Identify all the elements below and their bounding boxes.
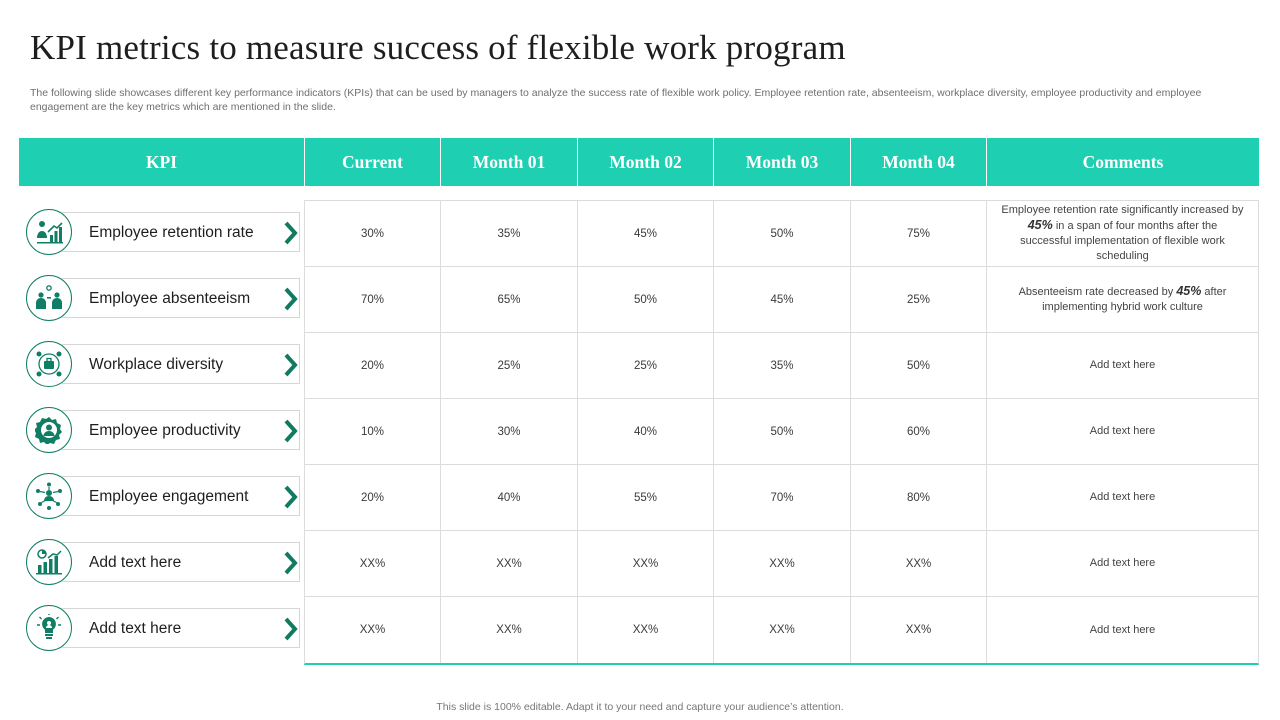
table-row xyxy=(305,201,1258,267)
kpi-label: Employee absenteeism xyxy=(89,290,251,307)
table-cell: XX% xyxy=(714,531,851,596)
bar-chart-icon xyxy=(26,539,72,585)
table-cell: 75% xyxy=(851,201,987,266)
idea-bulb-icon xyxy=(26,605,72,651)
comment-text-part: Add text here xyxy=(1089,491,1156,503)
header-kpi: KPI xyxy=(19,138,305,186)
comment-text-part: Absenteeism rate decreased by xyxy=(1018,286,1177,298)
comment-text xyxy=(1090,490,1155,505)
comment-text-part: Add text here xyxy=(1089,425,1156,437)
table-header xyxy=(19,138,1259,186)
kpi-label: Employee retention rate xyxy=(89,224,254,241)
kpi-item xyxy=(22,596,304,662)
slide-title: KPI metrics to measure success of flexible work program xyxy=(30,28,846,67)
comment-cell xyxy=(987,267,1258,332)
table-cell: XX% xyxy=(441,531,578,596)
table-cell: 50% xyxy=(851,333,987,398)
table-cell: 20% xyxy=(305,465,441,530)
table-cell: 25% xyxy=(441,333,578,398)
table-cell: 35% xyxy=(714,333,851,398)
header-month-02: Month 02 xyxy=(578,138,714,186)
table-cell: XX% xyxy=(578,531,714,596)
kpi-label: Add text here xyxy=(89,554,182,571)
table-cell: XX% xyxy=(305,597,441,663)
productivity-gear-icon xyxy=(26,407,72,453)
comment-highlight: 45% xyxy=(1176,284,1202,298)
comment-text-part: Employee retention rate significantly increased by xyxy=(1001,204,1244,216)
comment-text xyxy=(1001,203,1244,264)
table-row xyxy=(305,597,1258,663)
table-row xyxy=(305,531,1258,597)
comment-cell xyxy=(987,333,1258,398)
table-cell: 70% xyxy=(714,465,851,530)
table-cell: 50% xyxy=(714,399,851,464)
chevron-right-icon xyxy=(284,551,298,575)
comment-text-part: Add text here xyxy=(1089,557,1156,569)
table-row xyxy=(305,267,1258,333)
header-current: Current xyxy=(305,138,441,186)
diversity-icon xyxy=(26,341,72,387)
table-cell: 40% xyxy=(441,465,578,530)
kpi-label: Add text here xyxy=(89,620,182,637)
kpi-label: Workplace diversity xyxy=(89,356,224,373)
table-cell: XX% xyxy=(578,597,714,663)
comment-text xyxy=(1001,284,1244,315)
comment-cell xyxy=(987,399,1258,464)
comment-text xyxy=(1090,623,1155,638)
kpi-item xyxy=(22,200,304,266)
table-cell: 50% xyxy=(578,267,714,332)
comment-cell xyxy=(987,201,1258,266)
comment-text-part: after implementing hybrid work culture xyxy=(1042,286,1227,313)
slide-subtitle: The following slide showcases different key performance indicators (KPIs) that can be used by managers to analyze the success rate of flexible work policy. Employee retention rate, absenteeism, workplace diversity, employee productivity and employee engagement are the key metrics which are mentioned in the slide. xyxy=(30,87,1202,113)
table-cell: 65% xyxy=(441,267,578,332)
table-cell: 35% xyxy=(441,201,578,266)
table-cell: 50% xyxy=(714,201,851,266)
table-cell: XX% xyxy=(714,597,851,663)
comment-text xyxy=(1090,556,1155,571)
table-row xyxy=(305,465,1258,531)
table-cell: 10% xyxy=(305,399,441,464)
chevron-right-icon xyxy=(284,221,298,245)
comment-text xyxy=(1090,424,1155,439)
kpi-item xyxy=(22,530,304,596)
chevron-right-icon xyxy=(284,419,298,443)
header-month-03: Month 03 xyxy=(714,138,851,186)
header-month-01: Month 01 xyxy=(441,138,578,186)
table-cell: 60% xyxy=(851,399,987,464)
kpi-item xyxy=(22,464,304,530)
kpi-item xyxy=(22,266,304,332)
slide-footer: This slide is 100% editable. Adapt it to your need and capture your audience’s attention. xyxy=(436,701,844,713)
table-cell: XX% xyxy=(305,531,441,596)
table-cell: 20% xyxy=(305,333,441,398)
retention-chart-icon xyxy=(26,209,72,255)
header-month-04: Month 04 xyxy=(851,138,987,186)
chevron-right-icon xyxy=(284,353,298,377)
table-row xyxy=(305,333,1258,399)
table-row xyxy=(305,399,1258,465)
kpi-table xyxy=(304,200,1259,665)
comment-text xyxy=(1090,358,1155,373)
engagement-network-icon xyxy=(26,473,72,519)
table-cell: 30% xyxy=(441,399,578,464)
table-cell: 25% xyxy=(851,267,987,332)
table-cell: XX% xyxy=(441,597,578,663)
table-cell: 45% xyxy=(578,201,714,266)
comment-cell xyxy=(987,531,1258,596)
comment-text-part: in a span of four months after the successful implementation of flexible work scheduling xyxy=(1020,220,1225,262)
comment-text-part: Add text here xyxy=(1089,623,1156,636)
table-cell: 55% xyxy=(578,465,714,530)
kpi-label: Employee productivity xyxy=(89,422,241,439)
table-cell: 80% xyxy=(851,465,987,530)
comment-cell xyxy=(987,597,1258,663)
chevron-right-icon xyxy=(284,287,298,311)
kpi-item xyxy=(22,398,304,464)
comment-cell xyxy=(987,465,1258,530)
comment-text-part: Add text here xyxy=(1089,359,1156,371)
table-cell: 40% xyxy=(578,399,714,464)
table-cell: 30% xyxy=(305,201,441,266)
chevron-right-icon xyxy=(284,617,298,641)
kpi-label: Employee engagement xyxy=(89,488,249,505)
table-cell: XX% xyxy=(851,531,987,596)
header-comments: Comments xyxy=(1082,151,1164,172)
table-cell: XX% xyxy=(851,597,987,663)
table-cell: 45% xyxy=(714,267,851,332)
chevron-right-icon xyxy=(284,485,298,509)
absenteeism-icon xyxy=(26,275,72,321)
kpi-item xyxy=(22,332,304,398)
comment-highlight: 45% xyxy=(1027,218,1053,232)
table-cell: 70% xyxy=(305,267,441,332)
table-cell: 25% xyxy=(578,333,714,398)
